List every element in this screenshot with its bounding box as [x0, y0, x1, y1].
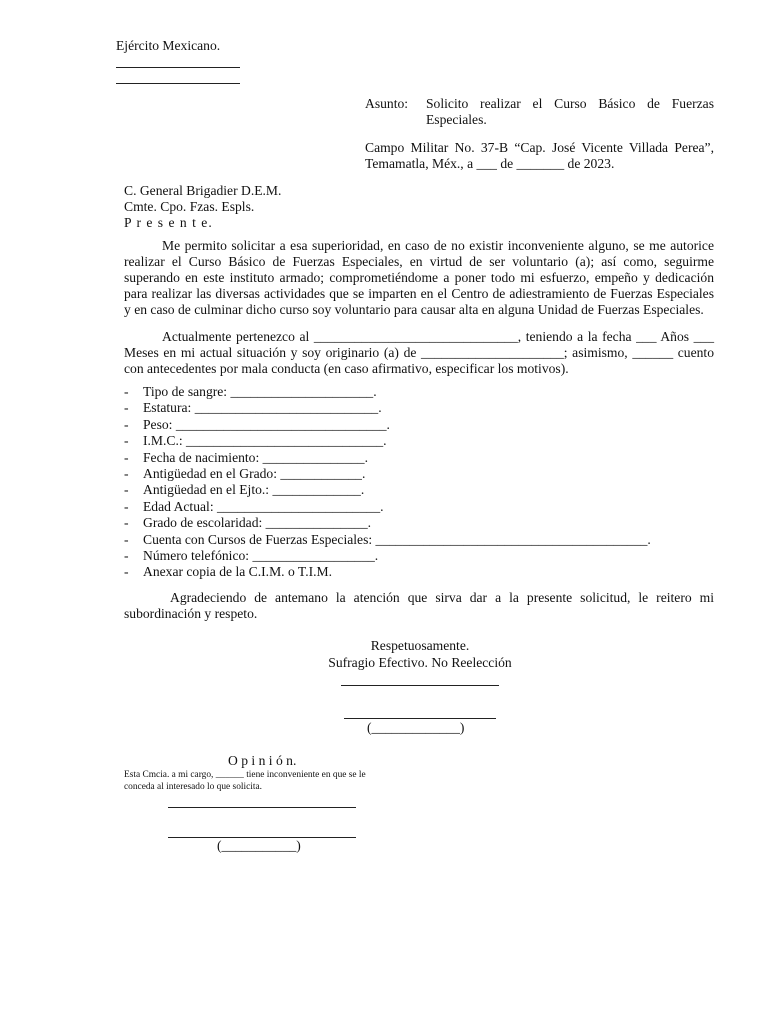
recipient-line-3: P r e s e n t e. [124, 215, 213, 230]
sender-blank-line-2 [116, 83, 240, 84]
list-bullet: - [124, 384, 129, 399]
list-item-text: Número telefónico: __________________. [143, 547, 379, 563]
place-line-2: Temamatla, Méx., a ___ de _______ de 2023. [365, 156, 615, 171]
opinion-signature-line-1 [168, 807, 356, 808]
list-item-text: I.M.C.: _____________________________. [143, 433, 387, 449]
list-item [124, 532, 651, 548]
list-item [124, 450, 651, 466]
list-bullet: - [124, 400, 129, 416]
list-item [124, 466, 651, 482]
recipient-line-1: C. General Brigadier D.E.M. [124, 183, 282, 198]
list-item [124, 515, 651, 531]
list-item-text: Antigüedad en el Ejto.: _____________. [143, 482, 365, 498]
list-item [124, 482, 651, 498]
list-bullet: - [124, 433, 129, 449]
list-bullet: - [124, 449, 129, 465]
list-item-text: Estatura: ___________________________. [143, 400, 382, 416]
asunto-text: Solicito realizar el Curso Básico de Fuerzas Especiales. [426, 96, 714, 127]
list-bullet: - [124, 547, 129, 563]
signature-line-2 [344, 718, 496, 719]
signature-motto: Sufragio Efectivo. No Reelección [328, 655, 512, 670]
signature-line-1 [341, 685, 499, 686]
signature-salutation: Respetuosamente. [370, 638, 470, 653]
list-item [124, 548, 651, 564]
list-bullet: - [124, 465, 129, 481]
list-item [124, 564, 651, 580]
list-bullet: - [124, 416, 129, 432]
recipient-line-2: Cmte. Cpo. Fzas. Espls. [124, 199, 255, 214]
list-item-text: Tipo de sangre: _____________________. [143, 384, 377, 399]
list-bullet: - [124, 498, 129, 514]
list-bullet: - [124, 564, 129, 580]
closing-paragraph: Agradeciendo de antemano la atención que sirva dar a la presente solicitud, le reitero mi subordinación y respeto. [124, 590, 714, 621]
applicant-data-list [124, 384, 651, 581]
list-item-text: Antigüedad en el Grado: ____________. [143, 465, 366, 481]
list-item-text: Edad Actual: ________________________. [143, 498, 384, 514]
list-item [124, 400, 651, 416]
opinion-name-parenthesis: (___________) [217, 838, 301, 853]
list-item [124, 417, 651, 433]
list-item [124, 433, 651, 449]
place-line-1: Campo Militar No. 37-B “Cap. José Vicente Villada Perea”, [365, 140, 714, 155]
list-item-text: Fecha de nacimiento: _______________. [143, 449, 369, 465]
list-item [124, 384, 651, 400]
body-paragraph-1: Me permito solicitar a esa superioridad, en caso de no existir inconveniente alguno, se me autorice realizar el Curso Básico de Fuerzas Especiales, en virtud de ser voluntario (a); así como, seguirme superando en este instituto armado; comprometiéndome a poner todo mi esfuerzo, empeño y dedicación para realizar las diversas actividades que se imparten en el Centro de adiestramiento de Fuerzas Especiales y en caso de culminar dicho curso soy voluntario para causar alta en alguna Unidad de Fuerzas Especiales. [124, 238, 714, 317]
list-item-text: Peso: _______________________________. [143, 416, 390, 432]
body-paragraph-2: Actualmente pertenezco al ______________________________, teniendo a la fecha ___ Años ___ Meses en mi actual situación y soy originario (a) de _____________________; asimismo, ______ cuento con antecedentes por mala conducta (en caso afirmativo, especificar los motivos). [124, 329, 714, 376]
list-bullet: - [124, 531, 129, 547]
list-bullet: - [124, 482, 129, 498]
list-item [124, 499, 651, 515]
opinion-text-line-1: Esta Cmcia. a mi cargo, ______ tiene inconveniente en que se le [124, 770, 366, 780]
asunto-label: Asunto: [365, 96, 409, 111]
sender-blank-line-1 [116, 67, 240, 68]
list-item-text: Anexar copia de la C.I.M. o T.I.M. [143, 564, 333, 580]
sender-line: Ejército Mexicano. [116, 38, 221, 53]
opinion-text-line-2: conceda al interesado lo que solicita. [124, 782, 262, 792]
opinion-title: O p i n i ó n. [228, 753, 297, 768]
list-item-text: Grado de escolaridad: _______________. [143, 515, 372, 531]
list-item-text: Cuenta con Cursos de Fuerzas Especiales: ________________________________________. [143, 531, 651, 547]
list-bullet: - [124, 515, 129, 531]
signature-name-parenthesis: (_____________) [367, 720, 465, 735]
